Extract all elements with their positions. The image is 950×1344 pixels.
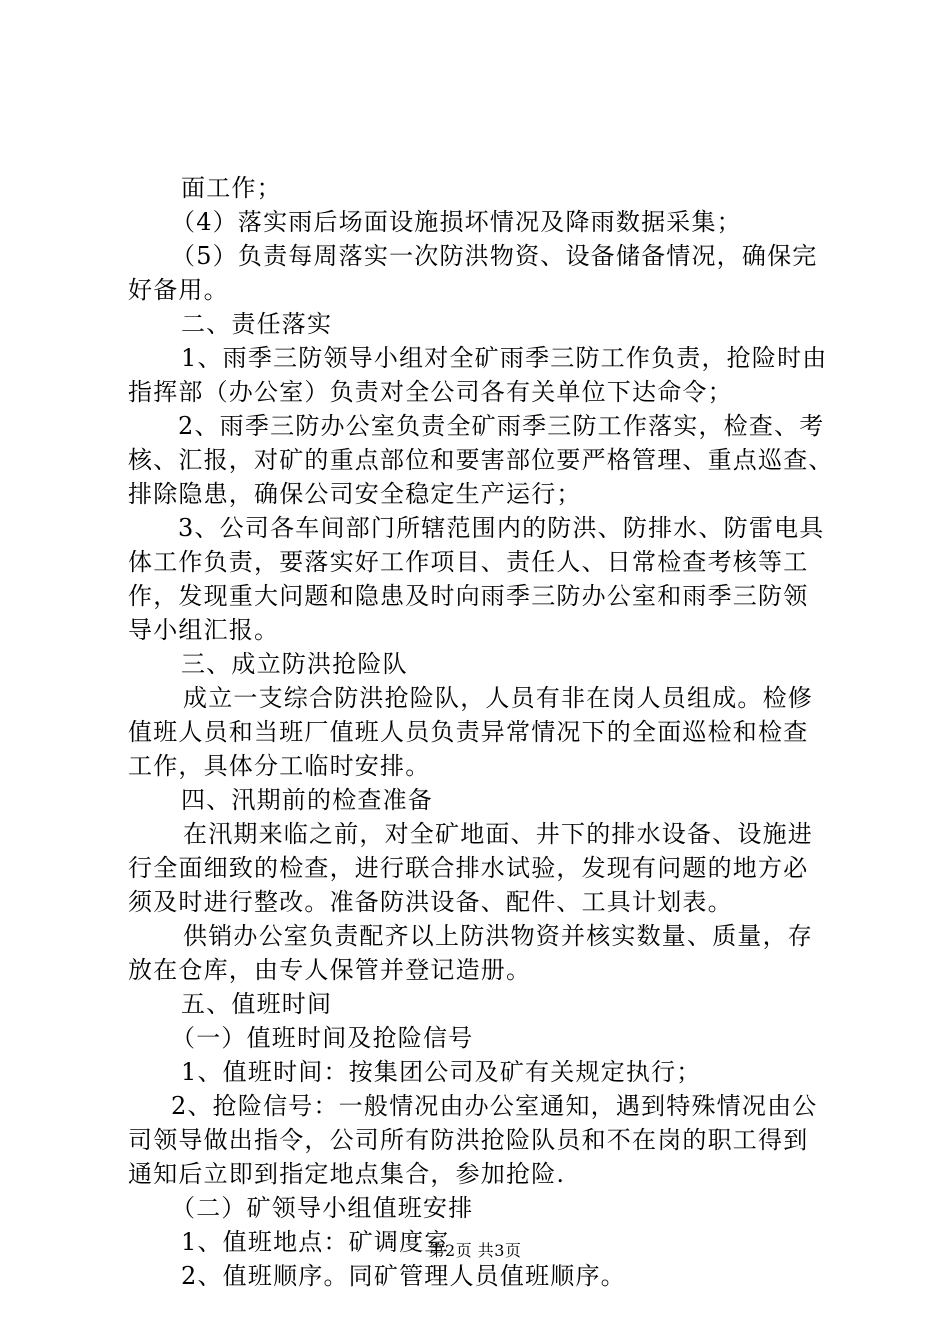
document-line: 供销办公室负责配齐以上防洪物资并核实数量、质量，存 [183, 922, 813, 950]
document-line: 四、汛期前的检查准备 [181, 786, 433, 814]
document-line: 在汛期来临之前，对全矿地面、井下的排水设备、设施进 [183, 820, 813, 848]
document-body [128, 171, 848, 1293]
document-line: 行全面细致的检查，进行联合排水试验，发现有问题的地方必 [128, 854, 809, 882]
document-line: 五、值班时间 [181, 990, 333, 1018]
document-line: 2、抢险信号：一般情况由办公室通知，遇到特殊情况由公 [171, 1092, 818, 1120]
document-line: 值班人员和当班厂值班人员负责异常情况下的全面巡检和检查 [128, 718, 809, 746]
document-line: 1、雨季三防领导小组对全矿雨季三防工作负责，抢险时由 [181, 344, 828, 372]
document-line: 1、值班时间：按集团公司及矿有关规定执行； [181, 1058, 702, 1086]
document-line: 排除隐患，确保公司安全稳定生产运行； [128, 480, 582, 508]
document-line: （4）落实雨后场面设施损坏情况及降雨数据采集； [171, 208, 742, 236]
document-line: 须及时进行整改。准备防洪设备、配件、工具计划表。 [128, 888, 733, 916]
document-line: 放在仓库，由专人保管并登记造册。 [128, 956, 532, 984]
document-line: （一）值班时间及抢险信号 [171, 1024, 474, 1052]
document-line: 2、值班顺序。同矿管理人员值班顺序。 [181, 1262, 626, 1290]
document-line: （5）负责每周落实一次防洪物资、设备储备情况，确保完 [171, 242, 818, 270]
page-footer: 第2页 共3页 [428, 1241, 522, 1260]
document-line: 体工作负责，要落实好工作项目、责任人、日常检查考核等工 [128, 548, 809, 576]
document-line: 2、雨季三防办公室负责全矿雨季三防工作落实，检查、考 [178, 412, 825, 440]
document-line: 二、责任落实 [181, 310, 333, 338]
document-line: 指挥部（办公室）负责对全公司各有关单位下达命令； [128, 378, 733, 406]
document-line: 司领导做出指令，公司所有防洪抢险队员和不在岗的职工得到 [128, 1126, 809, 1154]
document-line: 三、成立防洪抢险队 [181, 650, 408, 678]
document-line: 工作，具体分工临时安排。 [128, 752, 431, 780]
document-line: 成立一支综合防洪抢险队，人员有非在岗人员组成。检修 [183, 684, 813, 712]
document-line: 通知后立即到指定地点集合，参加抢险. [128, 1160, 566, 1188]
document-line: 作，发现重大问题和隐患及时向雨季三防办公室和雨季三防领 [128, 582, 809, 610]
document-line: 面工作； [181, 174, 282, 202]
document-line: 3、公司各车间部门所辖范围内的防洪、防排水、防雷电具 [178, 514, 825, 542]
document-line: 1、值班地点：矿调度室 [181, 1228, 450, 1256]
document-line: 好备用。 [128, 276, 229, 304]
document-line: 核、汇报，对矿的重点部位和要害部位要严格管理、重点巡查、 [128, 446, 834, 474]
document-line: （二）矿领导小组值班安排 [171, 1194, 474, 1222]
document-line: 导小组汇报。 [128, 616, 280, 644]
